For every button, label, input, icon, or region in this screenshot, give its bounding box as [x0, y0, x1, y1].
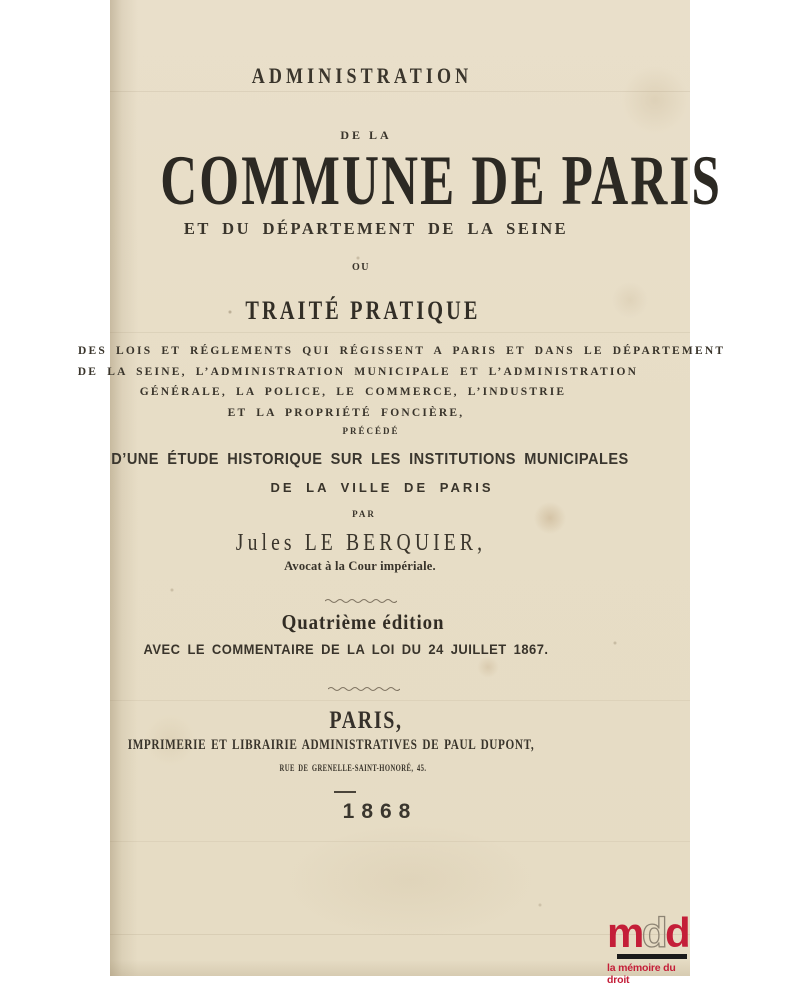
- mdd-logo-tagline: la mémoire du droit: [607, 962, 676, 986]
- study-line: D’UNE ÉTUDE HISTORIQUE SUR LES INSTITUTIONS MUNICIPALES: [111, 451, 629, 468]
- description-line-1: DES LOIS ET RÉGLEMENTS QUI RÉGISSENT A PARIS ET DANS LE DÉPARTEMENT: [78, 345, 726, 357]
- title-line-de-la: DE LA: [340, 128, 392, 142]
- connector-par: PAR: [352, 509, 376, 519]
- subtitle-departement-seine: ET DU DÉPARTEMENT DE LA SEINE: [183, 219, 569, 238]
- wavy-line-icon: [325, 597, 397, 604]
- imprint-city: PARIS,: [329, 707, 403, 734]
- connector-precede: PRÉCÉDÉ: [342, 426, 400, 436]
- mdd-logo: [607, 909, 690, 986]
- mdd-logo-letters: [607, 909, 690, 956]
- mdd-letter-d: d: [665, 909, 689, 956]
- subtitle-traite-pratique: TRAITÉ PRATIQUE: [245, 296, 481, 325]
- book-title-page-scan: [77, 0, 726, 986]
- edition-note-line: AVEC LE COMMENTAIRE DE LA LOI DU 24 JUILLET 1867.: [143, 642, 549, 657]
- edition-line: Quatrième édition: [281, 610, 445, 634]
- squiggle-divider-top: [325, 591, 397, 609]
- imprint-publisher: IMPRIMERIE ET LIBRAIRIE ADMINISTRATIVES DE PAUL DUPONT,: [127, 737, 535, 753]
- wavy-line-icon: [328, 685, 400, 692]
- connector-ou: OU: [352, 262, 370, 273]
- imprint-rule: [334, 791, 356, 793]
- author-title: Avocat à la Cour impériale.: [284, 559, 436, 573]
- squiggle-divider-bottom: [328, 679, 400, 697]
- author-name: Jules LE BERQUIER,: [235, 530, 487, 556]
- ville-de-paris-line: DE LA VILLE DE PARIS: [270, 480, 494, 495]
- description-line-3: GÉNÉRALE, LA POLICE, LE COMMERCE, L’INDUSTRIE: [139, 386, 567, 398]
- mdd-letter-d-outline: d: [641, 909, 666, 956]
- description-line-4: ET LA PROPRIÉTÉ FONCIÈRE,: [227, 407, 465, 419]
- imprint-year: 1868: [342, 800, 418, 823]
- imprint-address: RUE DE GRENELLE-SAINT-HONORÉ, 45.: [279, 764, 427, 774]
- description-line-2: DE LA SEINE, L’ADMINISTRATION MUNICIPALE ET L’ADMINISTRATION: [77, 366, 639, 378]
- mdd-letter-m: m: [607, 909, 642, 956]
- main-title-commune-de-paris: COMMUNE DE PARIS: [160, 142, 723, 220]
- title-line-administration: ADMINISTRATION: [251, 63, 473, 88]
